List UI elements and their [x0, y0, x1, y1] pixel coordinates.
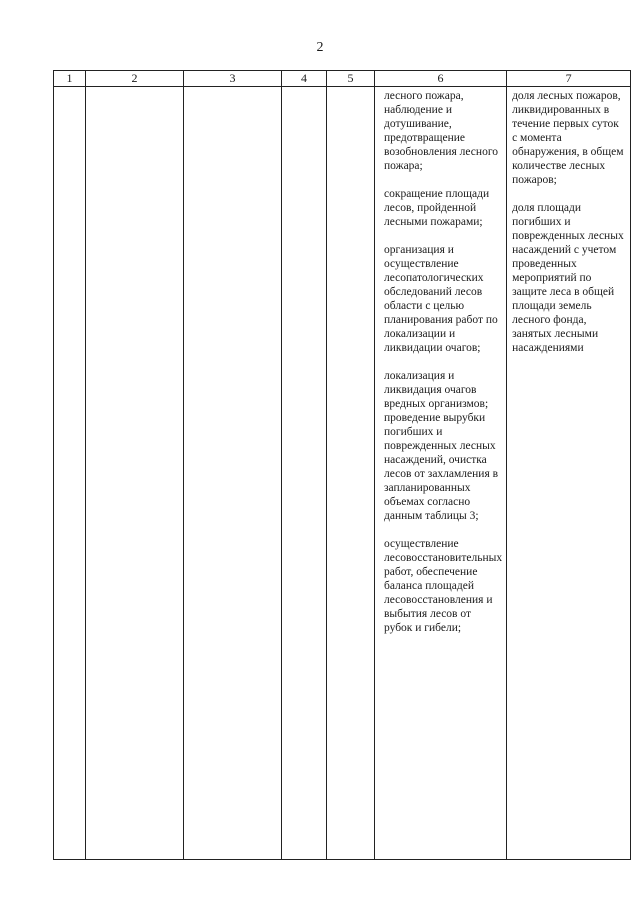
cell-col-3 [184, 87, 282, 860]
page-number: 2 [316, 40, 324, 55]
column-header-3: 3 [184, 71, 282, 87]
cell-col-5 [327, 87, 375, 860]
cell-col-1 [54, 87, 86, 860]
table-row [54, 87, 631, 860]
measure-text: сокращение площади лесов, пройденной лесными пожарами; [384, 188, 490, 228]
measure-text: локализация и ликвидация очагов вредных организмов; проведение вырубки погибших и поврежденных лесных насаждений, очистка лесов от захламления в запланированных объемах согласно данным таблицы 3; [384, 370, 499, 522]
measure-text: осуществление лесовосстановительных работ, обеспечение баланса площадей лесовосстановления и выбытия лесов от рубок и гибели; [384, 538, 503, 634]
cell-col-2 [86, 87, 184, 860]
column-header-6: 6 [375, 71, 507, 87]
cell-col-7 [507, 87, 631, 860]
indicator-text: доля лесных пожаров, ликвидированных в течение первых суток с момента обнаружения, в общем количестве лесных пожаров; [512, 90, 624, 186]
column-header-5: 5 [327, 71, 375, 87]
column-header-7: 7 [507, 71, 631, 87]
measure-text: лесного пожара, наблюдение и дотушивание, предотвращение возобновления лесного пожара; [384, 90, 498, 172]
column-header-4: 4 [282, 71, 327, 87]
cell-col-6 [375, 87, 507, 860]
table-header-row [54, 71, 631, 87]
column-header-2: 2 [86, 71, 184, 87]
document-table [53, 70, 631, 860]
indicator-text: доля площади погибших и поврежденных лесных насаждений с учетом проведенных мероприятий по защите леса в общей площади земель лесного фонда, занятых лесными насаждениями [512, 202, 624, 354]
column-header-1: 1 [54, 71, 86, 87]
cell-col-4 [282, 87, 327, 860]
measure-text: организация и осуществление лесопатологических обследований лесов области с целью планирования работ по локализации и ликвидации очагов; [384, 244, 498, 354]
